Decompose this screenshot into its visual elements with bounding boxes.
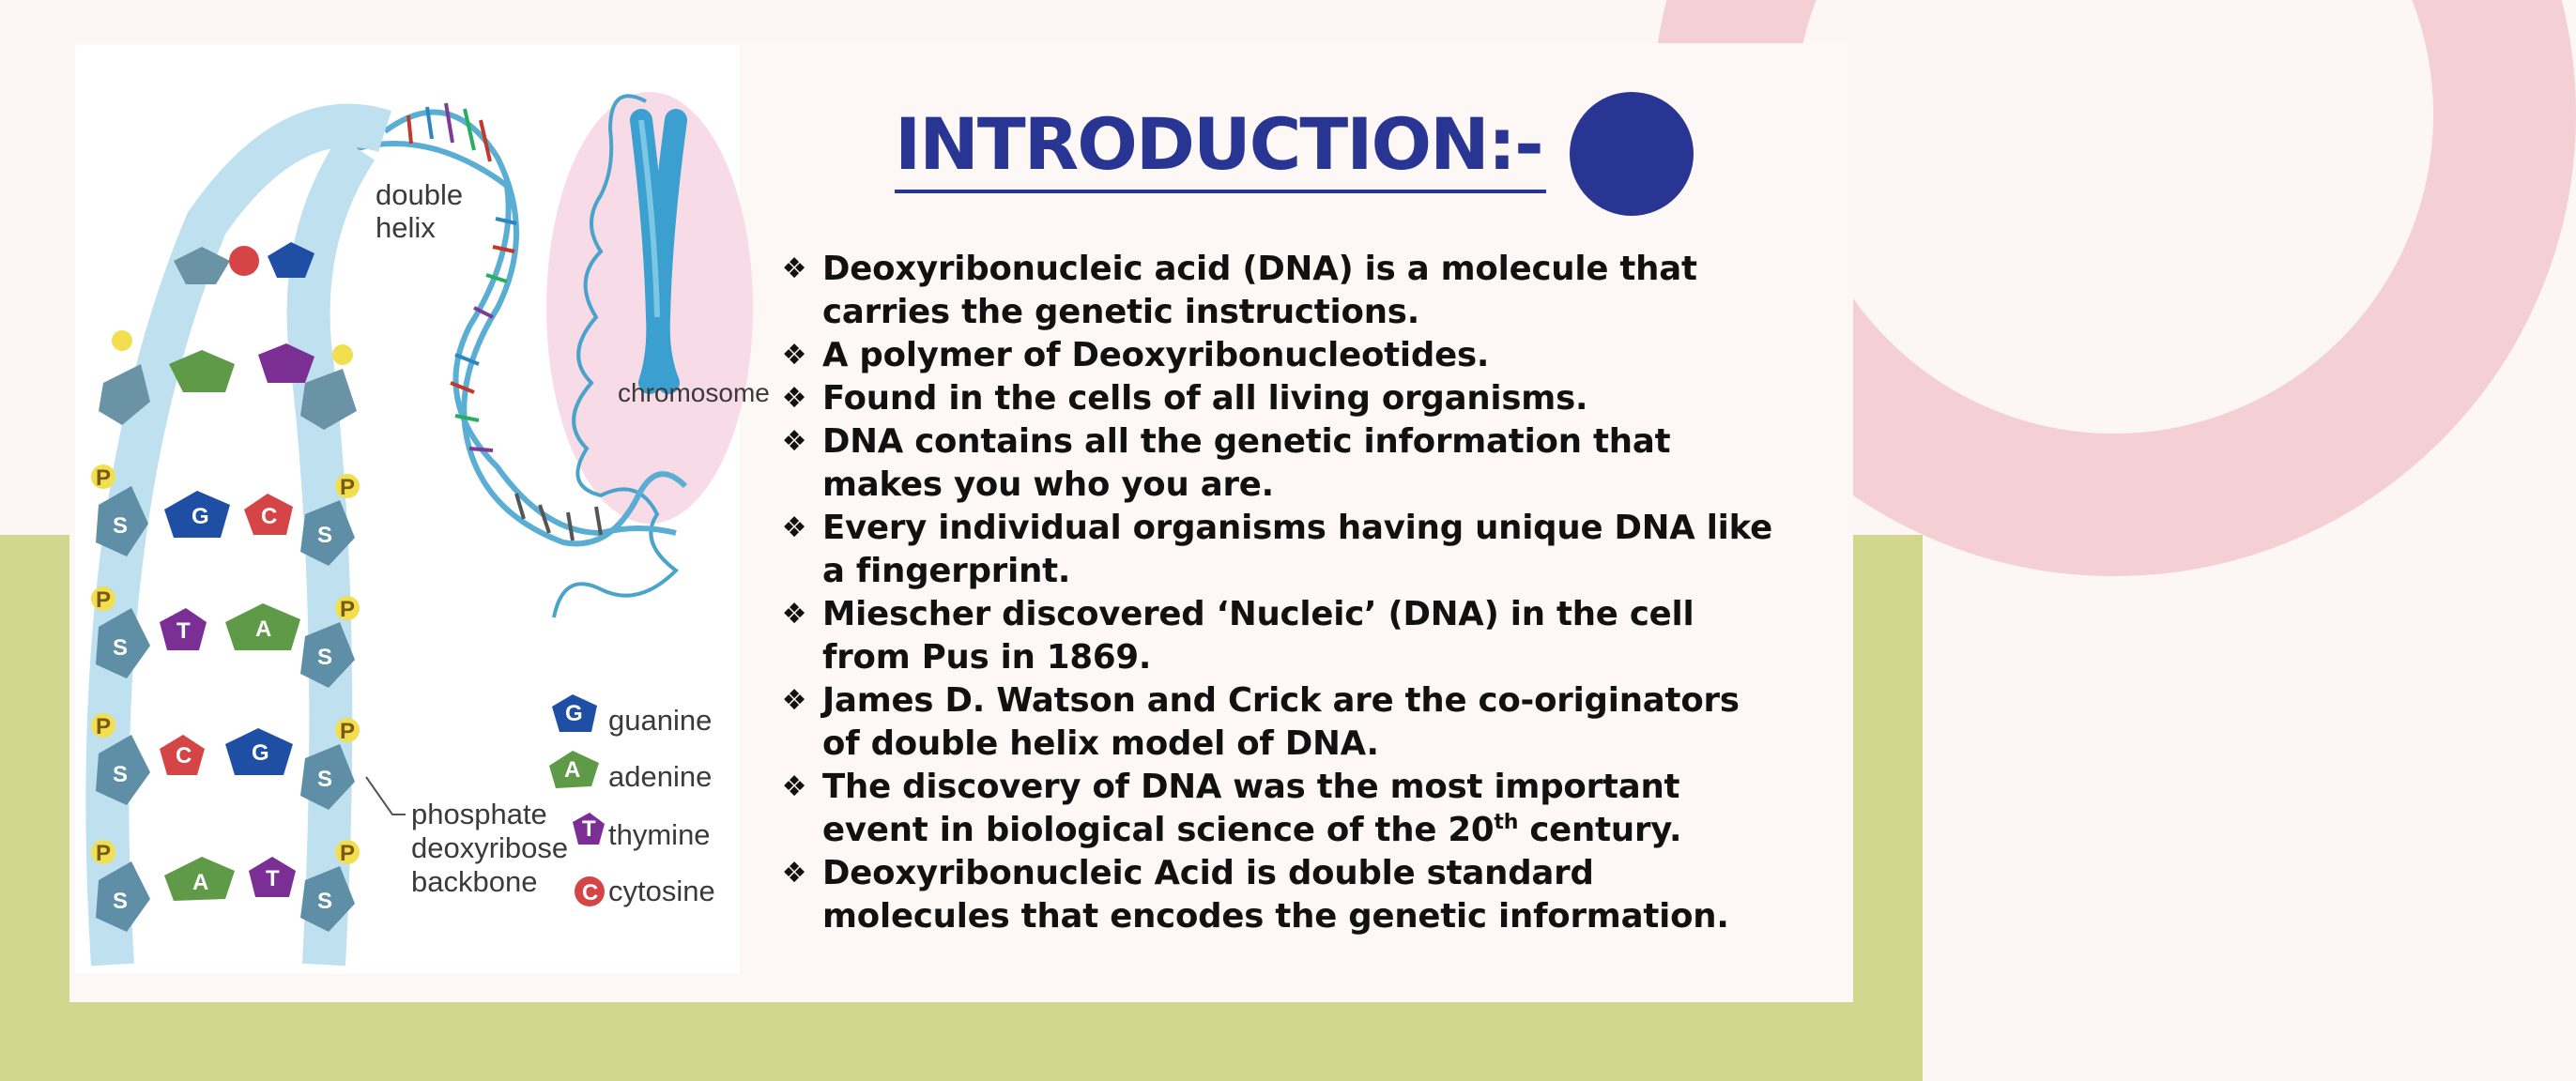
title-dot <box>1570 92 1694 216</box>
legend-letter: A <box>564 757 581 783</box>
label-deoxyribose: deoxyribose <box>411 831 569 864</box>
legend-letter: T <box>582 816 596 842</box>
label-helix: helix <box>376 211 436 244</box>
dna-diagram-svg <box>75 45 770 974</box>
legend-name: guanine <box>608 704 713 737</box>
sugar-label: S <box>317 523 333 548</box>
bullet-text: DNA contains all the genetic information that <box>822 422 1671 461</box>
legend-item-adenine <box>549 751 712 793</box>
bullet-item <box>775 507 1864 593</box>
bullet-marker-icon: ❖ <box>781 857 807 890</box>
bullet-text: Found in the cells of all living organisms. <box>822 379 1588 418</box>
bullet-marker-icon: ❖ <box>781 425 807 458</box>
legend-item-guanine <box>552 694 712 737</box>
bullet-text: carries the genetic instructions. <box>822 293 1419 331</box>
legend-name: cytosine <box>608 875 715 907</box>
bullet-item <box>775 679 1864 766</box>
bullet-marker-icon: ❖ <box>781 382 807 415</box>
sugar-label: S <box>113 513 129 539</box>
phosphate-label: P <box>96 587 112 613</box>
sugar-label: S <box>317 767 333 792</box>
legend-name: adenine <box>608 760 713 793</box>
bullet-text: A polymer of Deoxyribonucleotides. <box>822 336 1490 374</box>
phosphate-label: P <box>96 465 112 491</box>
bullet-marker-icon: ❖ <box>781 252 807 285</box>
sugar-label: S <box>317 889 333 914</box>
bullet-item <box>775 377 1864 420</box>
title-wrap <box>895 99 1546 190</box>
bullet-text: makes you who you are. <box>822 465 1274 504</box>
backbone-pointer <box>366 777 406 815</box>
base-letter: A <box>192 870 209 895</box>
bullet-text: of double helix model of DNA. <box>822 724 1379 763</box>
base-letter: G <box>252 740 269 766</box>
sugar-label: S <box>113 889 129 914</box>
bullet-marker-icon: ❖ <box>781 339 807 372</box>
phosphate-label: P <box>96 714 112 739</box>
bullet-item <box>775 420 1864 507</box>
sugar-label: S <box>113 635 129 661</box>
base-letter: G <box>192 504 209 529</box>
phosphate-label: P <box>340 597 356 622</box>
bullet-text: Deoxyribonucleic Acid is double standard <box>822 854 1594 892</box>
bullet-item <box>775 852 1864 938</box>
bullet-text: Deoxyribonucleic acid (DNA) is a molecule that <box>822 250 1697 288</box>
legend-letter: G <box>565 701 583 726</box>
bullet-text: molecules that encodes the genetic information. <box>822 897 1729 936</box>
base-letter: C <box>176 743 192 769</box>
label-double: double <box>376 178 464 211</box>
bullet-text: event in biological science of the 20 <box>822 811 1495 849</box>
legend <box>549 694 715 907</box>
base-letter: T <box>266 866 280 891</box>
bullet-item <box>775 593 1864 679</box>
phosphate-label: P <box>340 475 356 500</box>
bullet-text: a fingerprint. <box>822 552 1071 590</box>
bullet-item <box>775 334 1864 377</box>
bullet-item <box>775 766 1864 852</box>
bullet-item <box>775 248 1864 334</box>
legend-letter: C <box>582 880 599 906</box>
dna-diagram <box>75 45 770 974</box>
bullet-text: The discovery of DNA was the most important <box>822 768 1680 806</box>
sugar-label: S <box>113 762 129 787</box>
bullet-marker-icon: ❖ <box>781 511 807 544</box>
slide-title: INTRODUCTION:- <box>895 99 1546 193</box>
label-backbone: backbone <box>411 865 538 898</box>
base-letter: A <box>255 617 272 642</box>
bullet-text: Every individual organisms having unique DNA like <box>822 509 1772 547</box>
bullet-text: James D. Watson and Crick are the co-originators <box>822 681 1740 720</box>
bullet-text: century. <box>1518 811 1682 849</box>
legend-name: thymine <box>608 818 711 851</box>
phosphate-label: P <box>340 841 356 866</box>
sugar-label: S <box>317 645 333 670</box>
bullet-marker-icon: ❖ <box>781 684 807 717</box>
legend-item-thymine <box>573 813 711 851</box>
bullet-superscript: th <box>1494 811 1519 835</box>
legend-item-cytosine <box>575 875 715 907</box>
bullet-marker-icon: ❖ <box>781 598 807 631</box>
bullet-list <box>775 248 1864 938</box>
bullet-text: from Pus in 1869. <box>822 638 1152 677</box>
base-letter: T <box>176 618 191 644</box>
phosphate-label: P <box>96 841 112 866</box>
base-letter: C <box>261 504 278 529</box>
phosphate-label: P <box>340 719 356 744</box>
bullet-text: Miescher discovered ‘Nucleic’ (DNA) in the cell <box>822 595 1694 633</box>
bullet-marker-icon: ❖ <box>781 770 807 803</box>
label-chromosome: chromosome <box>618 378 770 407</box>
label-phosphate: phosphate <box>411 798 547 830</box>
